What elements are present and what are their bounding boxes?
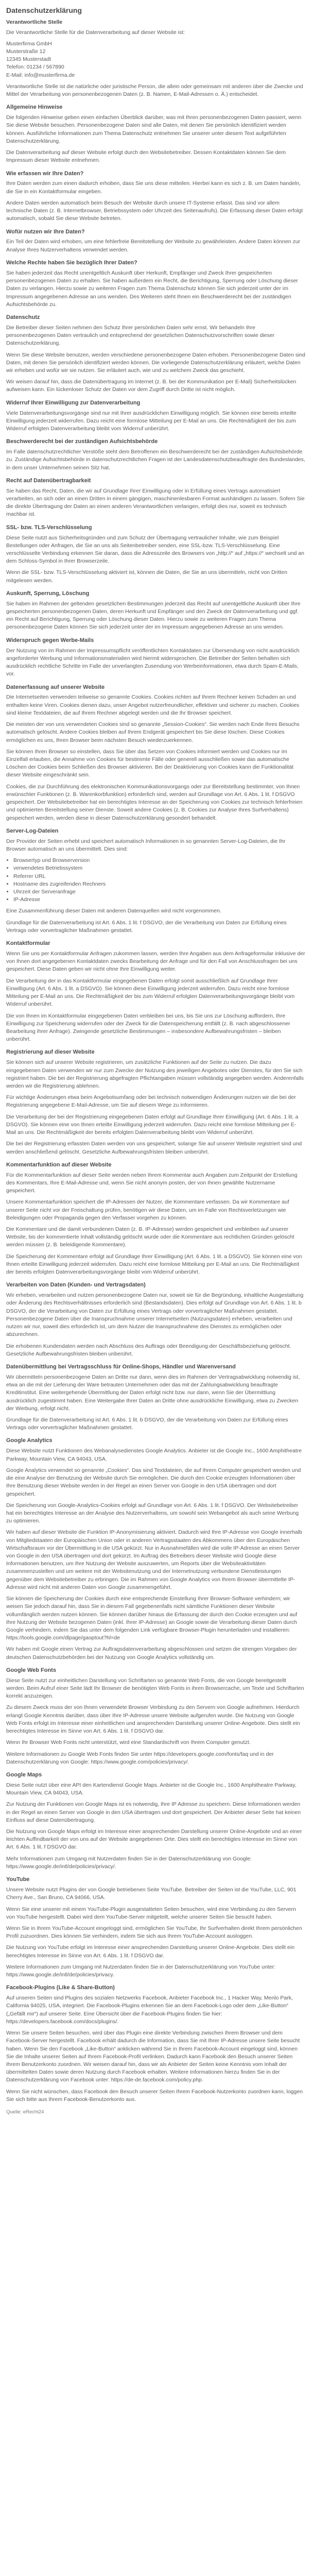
policy-section [6, 1161, 306, 1277]
section-paragraph: Im Falle datenschutzrechtlicher Verstöße steht dem Betroffenen ein Beschwerderecht bei der zuständigen Aufsichtsbehörde zu. Zuständige Aufsichtsbehörde in datenschutzrechtlichen Fragen ist der Landesdatenschutzbeauftragte des Bundeslandes, in dem unser Unternehmen seinen Sitz hat. [6, 449, 305, 471]
section-paragraph: Wenn die SSL- bzw. TLS-Verschlüsselung aktiviert ist, können die Daten, die Sie an uns übermitteln, nicht von Dritten mitgelesen werden. [6, 569, 287, 584]
section-heading: Widerspruch gegen Werbe-Mails [6, 637, 94, 643]
section-paragraph: Sie können die Speicherung der Cookies durch eine entsprechende Einstellung Ihrer Browser-Software verhindern; wir weisen Sie jedoch darauf hin, dass Sie in diesem Fall gegebenenfalls nicht sämtliche Funktionen dieser Website vollumfänglich werden nutzen können. Sie können darüber hinaus die Erfassung der durch den Cookie erzeugten und auf Ihre Nutzung der Website bezogenen Daten (inkl. Ihrer IP-Adresse) an Google sowie die Verarbeitung dieser Daten durch Google verhindern, indem Sie das unter dem folgenden Link verfügbare Browser-Plugin herunterladen und installieren: https://tools.google.com/dlpage/gaoptout?hl=de [6, 1596, 298, 1641]
section-heading: Kommentarfunktion auf dieser Website [6, 1161, 112, 1168]
policy-section [6, 1876, 306, 1979]
policy-section [6, 827, 306, 935]
section-paragraph: Sie haben das Recht, Daten, die wir auf Grundlage Ihrer Einwilligung oder in Erfüllung eines Vertrags automatisiert verarbeiten, an sich oder an einen Dritten in einem gängigen, maschinenlesbaren Format aushändigen zu lassen. Sofern Sie die direkte Übertragung der Daten an einen anderen Verantwortlichen verlangen, erfolgt dies nur, soweit es technisch machbar ist. [6, 487, 305, 518]
section-paragraph: Grundlage für die Datenverarbeitung ist Art. 6 Abs. 1 lit. f DSGVO, der die Verarbeitung von Daten zur Erfüllung eines Vertrags oder vorvertraglicher Maßnahmen gestattet. [6, 919, 287, 934]
section-paragraph: Wenn Sie nicht wünschen, dass Facebook den Besuch unserer Seiten Ihrem Facebook-Nutzerkonto zuordnen kann, loggen Sie sich bitte aus Ihrem Facebook-Benutzerkonto aus. [6, 2088, 303, 2103]
section-paragraph: Sie haben jederzeit das Recht unentgeltlich Auskunft über Herkunft, Empfänger und Zweck Ihrer gespeicherten personenbezogenen Daten zu erhalten. Sie haben außerdem ein Recht, die Berichtigung, Sperrung oder Löschung dieser Daten zu verlangen. Hierzu sowie zu weiteren Fragen zum Thema Datenschutz können Sie sich jederzeit unter der im Impressum angegebenen Adresse an uns wenden. Des Weiteren steht Ihnen ein Beschwerderecht bei der zuständigen Aufsichtsbehörde zu. [6, 269, 298, 308]
section-paragraph: Wir weisen darauf hin, dass die Datenübertragung im Internet (z. B. bei der Kommunikation per E-Mail) Sicherheitslücken aufweisen kann. Ein lückenloser Schutz der Daten vor dem Zugriff durch Dritte ist nicht möglich. [6, 379, 297, 393]
section-paragraph: Diese Seite nutzt zur einheitlichen Darstellung von Schriftarten so genannte Web Fonts, die von Google bereitgestellt werden. Beim Aufruf einer Seite lädt Ihr Browser die benötigten Web Fonts in ihren Browsercache, um Texte und Schriftarten korrekt anzuzeigen. [6, 1677, 304, 1700]
section-paragraph: Ein Teil der Daten wird erhoben, um eine fehlerfreie Bereitstellung der Website zu gewährleisten. Andere Daten können zur Analyse Ihres Nutzerverhaltens verwendet werden. [6, 239, 301, 253]
policy-section [6, 1437, 306, 1661]
address-line: Musterstraße 12 [6, 48, 46, 55]
policy-section [6, 228, 306, 254]
section-paragraph: Sie können sich auf unserer Website registrieren, um zusätzliche Funktionen auf der Seite zu nutzen. Die dazu eingegebenen Daten verwenden wir nur zum Zwecke der Nutzung des jeweiligen Angebotes oder Dienstes, für den Sie sich registriert haben. Die bei der Registrierung abgefragten Pflichtangaben müssen vollständig angegeben werden. Anderenfalls werden wir die Registrierung ablehnen. [6, 1059, 304, 1090]
policy-section [6, 940, 306, 1043]
policy-section [6, 399, 306, 433]
list-item: • Hostname des zugreifenden Rechners [13, 880, 306, 888]
policy-section [6, 438, 306, 472]
section-heading: Datenschutz [6, 314, 40, 320]
section-paragraph: Diese Seite nutzt aus Sicherheitsgründen und zum Schutz der Übertragung vertraulicher Inhalte, wie zum Beispiel Bestellungen oder Anfragen, die Sie an uns als Seitenbetreiber senden, eine SSL-bzw. TLS-Verschlüsselung. Eine verschlüsselte Verbindung erkennen Sie daran, dass die Adresszeile des Browsers von „http://“ auf „https://“ wechselt und an dem Schloss-Symbol in Ihrer Browserzeile. [6, 534, 304, 565]
section-paragraph: Die Verarbeitung der in das Kontaktformular eingegebenen Daten erfolgt somit ausschließlich auf Grundlage Ihrer Einwilligung (Art. 6 Abs. 1 lit. a DSGVO). Sie können diese Einwilligung jederzeit widerrufen. Dazu reicht eine formlose Mitteilung per E-Mail an uns. Die Rechtmäßigkeit der bis zum Widerruf erfolgten Datenverarbeitungsvorgänge bleibt vom Widerruf unberührt. [6, 977, 295, 1008]
section-paragraph: Wenn Sie eine unserer mit einem YouTube-Plugin ausgestatteten Seiten besuchen, wird eine Verbindung zu den Servern von YouTube hergestellt. Dabei wird dem YouTube-Server mitgeteilt, welche unserer Seiten Sie besucht haben. [6, 1906, 296, 1920]
address-line: E-Mail: info@musterfirma.de [6, 72, 75, 78]
section-paragraph: Die Nutzung von Google Maps erfolgt im Interesse einer ansprechenden Darstellung unserer Online-Angebote und an einer leichten Auffindbarkeit der von uns auf der Website angegebenen Orte. Dies stellt ein berechtigtes Interesse im Sinne von Art. 6 Abs. 1 lit. f DSGVO dar. [6, 1828, 302, 1851]
section-paragraph: Wenn Ihr Browser Web Fonts nicht unterstützt, wird eine Standardschrift von Ihrem Computer genutzt. [6, 1739, 251, 1746]
section-paragraph: Auf unseren Seiten sind Plugins des sozialen Netzwerks Facebook, Anbieter Facebook Inc., 1 Hacker Way, Menlo Park, California 94025, USA, integriert. Die Facebook-Plugins erkennen Sie an dem Facebook-Logo oder dem „Like-Button“ („Gefällt mir“) auf unserer Seite. Eine Übersicht über die Facebook-Plugins finden Sie hier: https://developers.facebook.com/docs/plugins/. [6, 1995, 293, 2025]
section-paragraph: Diese Seite nutzt über eine API den Kartendienst Google Maps. Anbieter ist die Google Inc., 1600 Amphitheatre Parkway, Mountain View, CA 94043, USA. [6, 1782, 297, 1797]
section-paragraph: Sie können Ihren Browser so einstellen, dass Sie über das Setzen von Cookies informiert werden und Cookies nur im Einzelfall erlauben, die Annahme von Cookies für bestimmte Fälle oder generell ausschließen sowie das automatische Löschen der Cookies beim Schließen des Browser aktivieren. Bei der Deaktivierung von Cookies kann die Funktionalität dieser Website eingeschränkt sein. [6, 748, 293, 778]
policy-section [6, 637, 306, 679]
section-heading: Kontaktformular [6, 940, 50, 947]
section-paragraph: Die von Ihnen im Kontaktformular eingegebenen Daten verbleiben bei uns, bis Sie uns zur Löschung auffordern, Ihre Einwilligung zur Speicherung widerrufen oder der Zweck für die Datenspeicherung entfällt (z. B. nach abgeschlossener Bearbeitung Ihrer Anfrage). Zwingende gesetzliche Bestimmungen – insbesondere Aufbewahrungsfristen – bleiben unberührt. [6, 1012, 290, 1043]
list-item: • Referrer URL [13, 873, 306, 880]
section-paragraph: Diese Website nutzt Funktionen des Webanalysedienstes Google Analytics. Anbieter ist die Google Inc., 1600 Amphitheatre Parkway, Mountain View, CA 94043, USA. [6, 1448, 302, 1462]
section-heading: Beschwerderecht bei der zuständigen Aufsichtsbehörde [6, 438, 158, 445]
policy-section [6, 477, 306, 519]
list-item: • Browsertyp und Browserversion [13, 857, 306, 865]
section-heading: Wofür nutzen wir Ihre Daten? [6, 228, 85, 235]
section-paragraph: Sie haben im Rahmen der geltenden gesetzlichen Bestimmungen jederzeit das Recht auf unentgeltliche Auskunft über Ihre gespeicherten personenbezogenen Daten, deren Herkunft und Empfänger und den Zweck der Datenverarbeitung und ggf. ein Recht auf Berichtigung, Sperrung oder Löschung dieser Daten. Hierzu sowie zu weiteren Fragen zum Thema personenbezogene Daten können Sie sich jederzeit unter der im Impressum angegebenen Adresse an uns wenden. [6, 600, 301, 631]
address-line: Musterfirma GmbH [6, 40, 52, 47]
section-paragraph: Die Kommentare und die damit verbundenen Daten (z. B. IP-Adresse) werden gespeichert und verbleiben auf unserer Website, bis der kommentierte Inhalt vollständig gelöscht wurde oder die Kommentare aus rechtlichen Gründen gelöscht werden müssen (z. B. beleidigende Kommentare). [6, 1226, 294, 1248]
footer-source: Quelle: eRecht24 [6, 2109, 44, 2115]
section-paragraph: Viele Datenverarbeitungsvorgänge sind nur mit Ihrer ausdrücklichen Einwilligung möglich. Sie können eine bereits erteilte Einwilligung jederzeit widerrufen. Dazu reicht eine formlose Mitteilung per E-Mail an uns. Die Rechtmäßigkeit der bis zum Widerruf erfolgten Datenverarbeitung bleibt vom Widerruf unberührt. [6, 410, 297, 432]
section-heading: Datenübermittlung bei Vertragsschluss für Online-Shops, Händler und Warenversand [6, 1364, 236, 1370]
section-paragraph: Die Verarbeitung der bei der Registrierung eingegebenen Daten erfolgt auf Grundlage Ihrer Einwilligung (Art. 6 Abs. 1 lit. a DSGVO). Sie können eine von Ihnen erteilte Einwilligung jederzeit widerrufen. Dazu reicht eine formlose Mitteilung per E-Mail an uns. Die Rechtmäßigkeit der bereits erfolgten Datenverarbeitung bleibt vom Widerruf unberührt. [6, 1113, 299, 1136]
section-heading: Verarbeiten von Daten (Kunden- und Vertragsdaten) [6, 1282, 146, 1289]
section-paragraph: Grundlage für die Datenverarbeitung ist Art. 6 Abs. 1 lit. b DSGVO, der die Verarbeitung von Daten zur Erfüllung eines Vertrags oder vorvertraglicher Maßnahmen gestattet. [6, 1417, 288, 1431]
section-heading: Widerruf Ihrer Einwilligung zur Datenverarbeitung [6, 399, 141, 406]
section-paragraph: Wenn Sie uns per Kontaktformular Anfragen zukommen lassen, werden Ihre Angaben aus dem Anfrageformular inklusive der von Ihnen dort angegebenen Kontaktdaten zwecks Bearbeitung der Anfrage und für den Fall von Anschlussfragen bei uns gespeichert. Diese Daten geben wir nicht ohne Ihre Einwilligung weiter. [6, 951, 305, 973]
section-heading: SSL- bzw. TLS-Verschlüsselung [6, 524, 92, 531]
section-paragraph: Die Internetseiten verwenden teilweise so genannte Cookies. Cookies richten auf Ihrem Rechner keinen Schaden an und enthalten keine Viren. Cookies dienen dazu, unser Angebot nutzerfreundlicher, effektiver und sicherer zu machen. Cookies sind kleine Textdateien, die auf Ihrem Rechner abgelegt werden und die Ihr Browser speichert. [6, 694, 300, 716]
section-heading: Facebook-Plugins (Like & Share-Button) [6, 1985, 115, 1991]
section-paragraph: Google Analytics verwendet so genannte „Cookies“. Das sind Textdateien, die auf Ihrem Computer gespeichert werden und die eine Analyse der Benutzung der Website durch Sie ermöglichen. Die durch den Cookie erzeugten Informationen über Ihre Benutzung dieser Website werden in der Regel an einen Server von Google in den USA übertragen und dort gespeichert. [6, 1467, 301, 1497]
intro-text-2: Verantwortliche Stelle ist die natürliche oder juristische Person, die allein oder gemeinsam mit anderen über die Zwecke und Mittel der Verarbeitung von personenbezogenen Daten (z. B. Namen, E-Mail-Adressen o. Ä.) entscheidet. [6, 83, 303, 98]
policy-section [6, 170, 306, 223]
policy-section [6, 1667, 306, 1766]
section-paragraph: Andere Daten werden automatisch beim Besuch der Website durch unsere IT-Systeme erfasst. Das sind vor allem technische Daten (z. B. Internetbrowser, Betriebssystem oder Uhrzeit des Seitenaufrufs). Die Erfassung dieser Daten erfolgt automatisch, sobald Sie diese Website betreten. [6, 199, 303, 222]
section-paragraph: Die erhobenen Kundendaten werden nach Abschluss des Auftrags oder Beendigung der Geschäftsbeziehung gelöscht. Gesetzliche Aufbewahrungsfristen bleiben unberührt. [6, 1343, 291, 1357]
section-paragraph: Wenn Sie diese Website benutzen, werden verschiedene personenbezogene Daten erhoben. Personenbezogene Daten sind Daten, mit denen Sie persönlich identifiziert werden können. Die vorliegende Datenschutzerklärung erläutert, welche Daten wir erheben und wofür wir sie nutzen. Sie erläutert auch, wie und zu welchem Zweck das geschieht. [6, 351, 306, 374]
address-line: 12345 Musterstadt [6, 56, 51, 63]
section-paragraph: Die bei der Registrierung erfassten Daten werden von uns gespeichert, solange Sie auf unserer Website registriert sind und werden anschließend gelöscht. Gesetzliche Aufbewahrungsfristen bleiben unberührt. [6, 1141, 302, 1155]
section-paragraph: Cookies, die zur Durchführung des elektronischen Kommunikationsvorgangs oder zur Bereitstellung bestimmter, von Ihnen erwünschter Funktionen (z. B. Warenkorbfunktion) erforderlich sind, werden auf Grundlage von Art. 6 Abs. 1 lit. f DSGVO gespeichert. Der Websitebetreiber hat ein berechtigtes Interesse an der Speicherung von Cookies zur technisch fehlerfreien und optimierten Bereitstellung seiner Dienste. Soweit andere Cookies (z. B. Cookies zur Analyse Ihres Surfverhaltens) gespeichert werden, werden diese in dieser Datenschutzerklärung gesondert behandelt. [6, 783, 303, 821]
intro-text: Die Verantwortliche Stelle für die Datenverarbeitung auf dieser Website ist: [6, 29, 185, 36]
section-heading: Server-Log-Dateien [6, 827, 59, 834]
sections-container [6, 104, 306, 2104]
section-paragraph: Unsere Kommentarfunktion speichert die IP-Adressen der Nutzer, die Kommentare verfassen. Da wir Kommentare auf unserer Seite nicht vor der Freischaltung prüfen, benötigen wir diese Daten, um im Falle von Rechtsverletzungen wie Beleidigungen oder Propaganda gegen den Verfasser vorgehen zu können. [6, 1199, 289, 1221]
list-item: • verwendetes Betriebssystem [13, 865, 306, 872]
section-paragraph: Wenn Sie unsere Seiten besuchen, wird über das Plugin eine direkte Verbindung zwischen Ihrem Browser und dem Facebook-Server hergestellt. Facebook erhält dadurch die Information, dass Sie mit Ihrer IP-Adresse unsere Seite besucht haben. Wenn Sie den Facebook „Like-Button“ anklicken während Sie in Ihrem Facebook-Account eingeloggt sind, können Sie die Inhalte unserer Seiten auf Ihrem Facebook-Profil verlinken. Dadurch kann Facebook den Besuch unserer Seiten Ihrem Benutzerkonto zuordnen. Wir weisen darauf hin, dass wir als Anbieter der Seiten keine Kenntnis vom Inhalt der übermittelten Daten sowie deren Nutzung durch Facebook erhalten. Weitere Informationen hierzu finden Sie in der Datenschutzerklärung von Facebook unter: https://de-de.facebook.com/policy.php. [6, 2030, 300, 2083]
section-heading: Welche Rechte haben Sie bezüglich Ihrer Daten? [6, 259, 137, 266]
section-paragraph: Die meisten der von uns verwendeten Cookies sind so genannte „Session-Cookies“. Sie werden nach Ende Ihres Besuchs automatisch gelöscht. Andere Cookies bleiben auf Ihrem Endgerät gespeichert bis Sie diese löschen. Diese Cookies ermöglichen es uns, Ihren Browser beim nächsten Besuch wiederzuerkennen. [6, 721, 300, 743]
section-paragraph: Wir erheben, verarbeiten und nutzen personenbezogene Daten nur, soweit sie für die Begründung, inhaltliche Ausgestaltung oder Änderung des Rechtsverhältnisses erforderlich sind (Bestandsdaten). Dies erfolgt auf Grundlage von Art. 6 Abs. 1 lit. b DSGVO, der die Verarbeitung von Daten zur Erfüllung eines Vertrags oder vorvertraglicher Maßnahmen gestattet. Personenbezogene Daten über die Inanspruchnahme unserer Internetseiten (Nutzungsdaten) erheben, verarbeiten und nutzen wir nur, soweit dies erforderlich ist, um dem Nutzer die Inanspruchnahme des Dienstes zu ermöglichen oder abzurechnen. [6, 1292, 304, 1338]
section-paragraph: Die folgenden Hinweise geben einen einfachen Überblick darüber, was mit Ihren personenbezogenen Daten passiert, wenn Sie diese Website besuchen. Personenbezogene Daten sind alle Daten, mit denen Sie persönlich identifiziert werden können. Ausführliche Informationen zum Thema Datenschutz entnehmen Sie unserer unter diesem Text aufgeführten Datenschutzerklärung. [6, 114, 302, 144]
section-heading: Recht auf Datenübertragbarkeit [6, 477, 91, 484]
policy-section [6, 1771, 306, 1871]
section-paragraph: Der Nutzung von im Rahmen der Impressumspflicht veröffentlichten Kontaktdaten zur Übersendung von nicht ausdrücklich angeforderter Werbung und Informationsmaterialien wird hiermit widersprochen. Die Betreiber der Seiten behalten sich ausdrücklich rechtliche Schritte im Falle der unverlangten Zusendung von Werbeinformationen, etwa durch Spam-E-Mails, vor. [6, 647, 300, 677]
section-paragraph: Zu diesem Zweck muss der von Ihnen verwendete Browser Verbindung zu den Servern von Google aufnehmen. Hierdurch erlangt Google Kenntnis darüber, dass über Ihre IP-Adresse unsere Website aufgerufen wurde. Die Nutzung von Google Web Fonts erfolgt im Interesse einer einheitlichen und ansprechenden Darstellung unserer Online-Angebote. Dies stellt ein berechtigtes Interesse im Sinne von Art. 6 Abs. 1 lit. f DSGVO dar. [6, 1704, 300, 1735]
section-heading: Google Web Fonts [6, 1667, 56, 1673]
section-heading: Wie erfassen wir Ihre Daten? [6, 170, 84, 177]
intro-heading: Verantwortliche Stelle [6, 19, 63, 26]
section-paragraph: Eine Zusammenführung dieser Daten mit anderen Datenquellen wird nicht vorgenommen. [6, 908, 221, 914]
policy-section [6, 259, 306, 309]
section-paragraph: Wir haben auf dieser Website die Funktion IP-Anonymisierung aktiviert. Dadurch wird Ihre IP-Adresse von Google innerhalb von Mitgliedstaaten der Europäischen Union oder in anderen Vertragsstaaten des Abkommens über den Europäischen Wirtschaftsraum vor der Übermittlung in die USA gekürzt. Nur in Ausnahmefällen wird die volle IP-Adresse an einen Server von Google in den USA übertragen und dort gekürzt. Im Auftrag des Betreibers dieser Website wird Google diese Informationen benutzen, um Ihre Nutzung der Website auszuwerten, um Reports über die Websiteaktivitäten zusammenzustellen und um weitere mit der Websitenutzung und der Internetnutzung verbundene Dienstleistungen gegenüber dem Websitebetreiber zu erbringen. Die im Rahmen von Google Analytics von Ihrem Browser übermittelte IP-Adresse wird nicht mit anderen Daten von Google zusammengeführt. [6, 1529, 302, 1590]
list-item: • IP-Adresse [13, 896, 306, 904]
policy-section [6, 1363, 306, 1432]
policy-section [6, 1048, 306, 1156]
address-block [6, 40, 306, 79]
address-line: Telefon: 01234 / 567890 [6, 64, 64, 71]
page-title: Datenschutzerklärung [6, 6, 82, 14]
section-paragraph: Mehr Informationen zum Umgang mit Nutzerdaten finden Sie in der Datenschutzerklärung von Google: https://www.google.de/intl/de/policies/privacy/. [6, 1855, 252, 1870]
section-paragraph: Zur Nutzung der Funktionen von Google Maps ist es notwendig, Ihre IP Adresse zu speichern. Diese Informationen werden in der Regel an einen Server von Google in den USA übertragen und dort gespeichert. Der Anbieter dieser Seite hat keinen Einfluss auf diese Datenübertragung. [6, 1801, 301, 1823]
section-paragraph: Der Provider der Seiten erhebt und speichert automatisch Informationen in so genannten Server-Log-Dateien, die Ihr Browser automatisch an uns übermittelt. Dies sind: [6, 838, 286, 852]
section-paragraph: Weitere Informationen zu Google Web Fonts finden Sie unter https://developers.google.com/fonts/faq und in der Datenschutzerklärung von Google: https://www.google.com/policies/privacy/. [6, 1751, 274, 1765]
section-heading: YouTube [6, 1876, 30, 1883]
section-paragraph: Für wichtige Änderungen etwa beim Angebotsumfang oder bei technisch notwendigen Änderungen nutzen wir die bei der Registrierung angegebene E-Mail-Adresse, um Sie auf diesem Wege zu informieren. [6, 1094, 296, 1109]
policy-section [6, 1984, 306, 2104]
section-heading: Google Analytics [6, 1437, 53, 1444]
section-list [6, 857, 306, 904]
section-paragraph: Weitere Informationen zum Umgang mit Nutzerdaten finden Sie in der Datenschutzerklärung von YouTube unter: https://www.google.de/intl/de/policies/privacy. [6, 1963, 275, 1978]
section-paragraph: Die Datenverarbeitung auf dieser Website erfolgt durch den Websitebetreiber. Dessen Kontaktdaten können Sie dem Impressum dieser Website entnehmen. [6, 149, 286, 164]
section-paragraph: Die Nutzung von YouTube erfolgt im Interesse einer ansprechenden Darstellung unserer Online-Angebote. Dies stellt ein berechtigtes Interesse im Sinne von Art. 6 Abs. 1 lit. f DSGVO dar. [6, 1944, 294, 1959]
section-paragraph: Ihre Daten werden zum einen dadurch erhoben, dass Sie uns diese mitteilen. Hierbei kann es sich z. B. um Daten handeln, die Sie in ein Kontaktformular eingeben. [6, 180, 301, 195]
section-paragraph: Die Betreiber dieser Seiten nehmen den Schutz Ihrer persönlichen Daten sehr ernst. Wir behandeln Ihre personenbezogenen Daten vertraulich und entsprechend der gesetzlichen Datenschutzvorschriften sowie dieser Datenschutzerklärung. [6, 324, 275, 347]
section-heading: Registrierung auf dieser Website [6, 1049, 95, 1056]
policy-section [6, 104, 306, 164]
section-heading: Allgemeine Hinweise [6, 104, 63, 111]
section-paragraph: Wir haben mit Google einen Vertrag zur Auftragsdatenverarbeitung abgeschlossen und setzen die strengen Vorgaben der deutschen Datenschutzbehörden bei der Nutzung von Google Analytics vollständig um. [6, 1646, 297, 1660]
policy-section [6, 1281, 306, 1358]
section-heading: Auskunft, Sperrung, Löschung [6, 590, 90, 597]
policy-section [6, 684, 306, 822]
section-heading: Datenerfassung auf unserer Website [6, 684, 105, 690]
list-item: • Uhrzeit der Serveranfrage [13, 888, 306, 896]
section-paragraph: Die Speicherung der Kommentare erfolgt auf Grundlage Ihrer Einwilligung (Art. 6 Abs. 1 lit. a DSGVO). Sie können eine von Ihnen erteilte Einwilligung jederzeit widerrufen. Dazu reicht eine formlose Mitteilung per E-Mail an uns. Die Rechtmäßigkeit der bereits erfolgten Datenverarbeitungsvorgänge bleibt vom Widerruf unberührt. [6, 1253, 302, 1276]
policy-section [6, 590, 306, 632]
section-paragraph: Unsere Website nutzt Plugins der von Google betriebenen Seite YouTube. Betreiber der Seiten ist die YouTube, LLC, 901 Cherry Ave., San Bruno, CA 94066, USA. [6, 1887, 297, 1901]
section-paragraph: Wir übermitteln personenbezogene Daten an Dritte nur dann, wenn dies im Rahmen der Vertragsabwicklung notwendig ist, etwa an die mit der Lieferung der Ware betrauten Unternehmen oder das mit der Zahlungsabwicklung beauftragte Kreditinstitut. Eine weitergehende Übermittlung der Daten erfolgt nicht bzw. nur dann, wenn Sie der Übermittlung ausdrücklich zugestimmt haben. Eine Weitergabe Ihrer Daten an Dritte ohne ausdrückliche Einwilligung, etwa zu Zwecken der Werbung, erfolgt nicht. [6, 1374, 300, 1412]
section-paragraph: Wenn Sie in Ihrem YouTube-Account eingeloggt sind, ermöglichen Sie YouTube, Ihr Surfverhalten direkt Ihrem persönlichen Profil zuzuordnen. Dies können Sie verhindern, indem Sie sich aus Ihrem YouTube-Account ausloggen. [6, 1925, 302, 1940]
section-paragraph: Für die Kommentarfunktion auf dieser Seite werden neben Ihrem Kommentar auch Angaben zum Zeitpunkt der Erstellung des Kommentars, Ihre E-Mail-Adresse und, wenn Sie nicht anonym posten, der von Ihnen gewählte Nutzername gespeichert. [6, 1172, 298, 1194]
policy-section [6, 314, 306, 394]
policy-section [6, 524, 306, 585]
section-paragraph: Die Speicherung von Google-Analytics-Cookies erfolgt auf Grundlage von Art. 6 Abs. 1 lit. f DSGVO. Der Websitebetreiber hat ein berechtigtes Interesse an der Analyse des Nutzerverhaltens, um sowohl sein Webangebot als auch seine Werbung zu optimieren. [6, 1502, 299, 1524]
section-heading: Google Maps [6, 1772, 42, 1778]
